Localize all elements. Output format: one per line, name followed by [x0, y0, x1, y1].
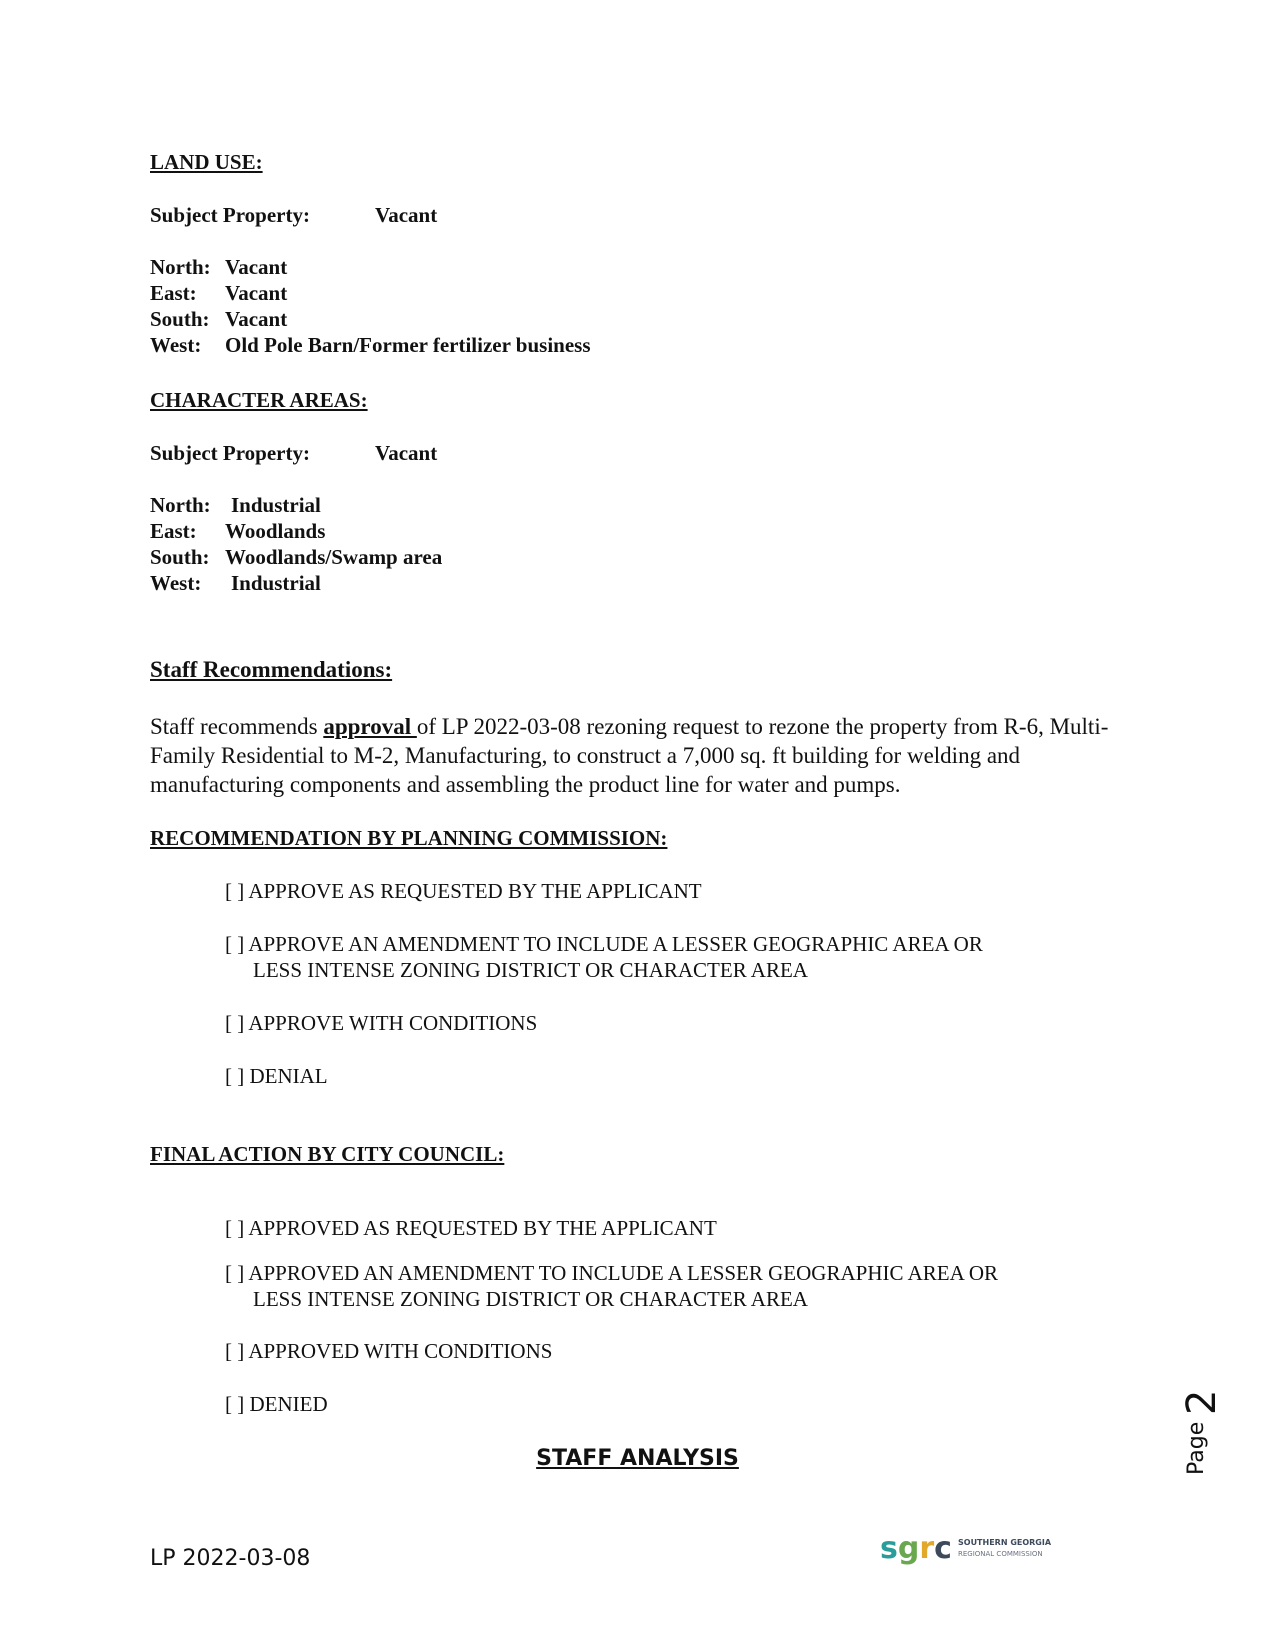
- land-use-row: West: Old Pole Barn/Former fertilizer business: [150, 333, 591, 357]
- checkbox-option[interactable]: [ ] APPROVE AS REQUESTED BY THE APPLICANT: [225, 879, 702, 903]
- city-council-heading: FINAL ACTION BY CITY COUNCIL:: [150, 1142, 505, 1166]
- checkbox-option[interactable]: [ ] DENIAL: [225, 1064, 328, 1088]
- logo-line1: SOUTHERN GEORGIA: [958, 1538, 1052, 1547]
- approval-emphasis: approval: [323, 714, 417, 739]
- staff-recommendations-heading: Staff Recommendations:: [150, 657, 393, 682]
- land-use-subject: [150, 203, 437, 228]
- staff-recommendation-text: Staff recommends approval of LP 2022-03-08 rezoning request to rezone the property from R-6, Multi-Family Residential to M-2, Manufacturing, to construct a 7,000 sq. ft building for welding and manufacturing components and assembling the product line for water and pumps.: [150, 714, 1109, 797]
- character-row: East: Woodlands: [150, 519, 326, 543]
- checkbox-option[interactable]: [ ] APPROVED WITH CONDITIONS: [225, 1339, 553, 1363]
- subject-value: Vacant: [375, 441, 438, 465]
- land-use-heading: LAND USE:: [150, 150, 263, 174]
- checkbox-option[interactable]: [ ] APPROVE AN AMENDMENT TO INCLUDE A LESSER GEOGRAPHIC AREA OR LESS INTENSE ZONING DISTRICT OR CHARACTER AREA: [225, 932, 983, 982]
- page-number: [1175, 1385, 1225, 1475]
- page-num: 2: [1179, 1389, 1225, 1415]
- character-row: North: Industrial: [150, 493, 321, 517]
- checkbox-option[interactable]: [ ] APPROVED AS REQUESTED BY THE APPLICANT: [225, 1216, 717, 1240]
- logo-mark: sgrc: [880, 1531, 952, 1566]
- page-label: Page: [1184, 1421, 1209, 1475]
- land-use-row: North: Vacant: [150, 255, 288, 279]
- character-row: South: Woodlands/Swamp area: [150, 545, 443, 569]
- character-row: West: Industrial: [150, 571, 321, 595]
- checkbox-option[interactable]: [ ] APPROVE WITH CONDITIONS: [225, 1011, 538, 1035]
- logo-line2: REGIONAL COMMISSION: [958, 1550, 1043, 1558]
- character-areas-subject: [150, 441, 437, 466]
- staff-analysis-heading: STAFF ANALYSIS: [536, 1446, 739, 1471]
- sgrc-logo: [880, 1528, 1080, 1568]
- planning-commission-heading: RECOMMENDATION BY PLANNING COMMISSION:: [150, 826, 668, 850]
- subject-value: Vacant: [375, 203, 438, 227]
- character-areas-heading: CHARACTER AREAS:: [150, 388, 368, 412]
- land-use-row: East: Vacant: [150, 281, 288, 305]
- checkbox-option[interactable]: [ ] DENIED: [225, 1392, 328, 1416]
- checkbox-option[interactable]: [ ] APPROVED AN AMENDMENT TO INCLUDE A LESSER GEOGRAPHIC AREA OR LESS INTENSE ZONING DISTRICT OR CHARACTER AREA: [225, 1261, 999, 1311]
- land-use-row: South: Vacant: [150, 307, 288, 331]
- footer-document-id: LP 2022-03-08: [150, 1546, 311, 1571]
- subject-label: Subject Property:: [150, 203, 310, 227]
- subject-label: Subject Property:: [150, 441, 310, 465]
